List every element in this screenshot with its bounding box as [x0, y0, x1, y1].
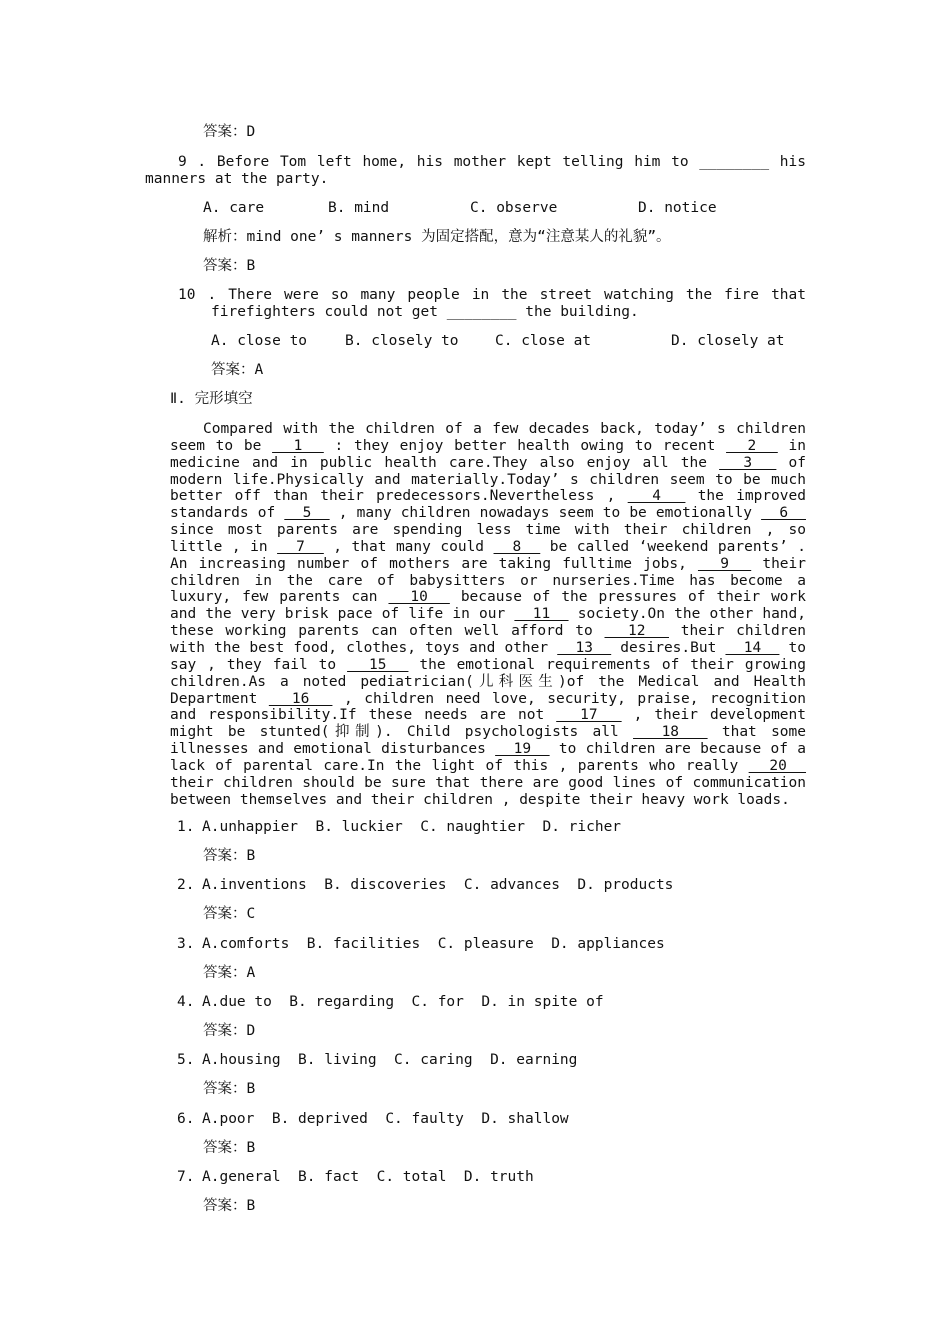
passage-text: their children in the care of babysitters or nurseries.Time has become a luxury, few parents can [170, 555, 806, 606]
passage-text: the improved standards of [170, 488, 806, 522]
q10-answer: 答案：A [211, 362, 264, 378]
blank-15: 15 [347, 656, 409, 673]
question-number: 4. [177, 993, 195, 1010]
blank-7: 7 [277, 538, 324, 555]
passage-text: be called ‘weekend parents’ . An increasing number of mothers are taking fulltime jobs, [170, 538, 807, 572]
blank-16: 16 [268, 690, 333, 707]
question-options: A.inventions B. discoveries C. advances D. products [202, 877, 674, 894]
blank-13: 13 [557, 639, 612, 656]
blank-19: 19 [495, 741, 550, 758]
q9-option-b: B. mind [328, 200, 390, 216]
question-answer: 答案：C [203, 906, 256, 923]
blank-5: 5 [284, 505, 330, 522]
blank-12: 12 [604, 623, 669, 640]
blank-6: 6 [761, 505, 806, 522]
blank-17: 17 [556, 707, 622, 724]
blank-14: 14 [725, 639, 780, 656]
section-title: Ⅱ. 完形填空 [170, 391, 253, 407]
question-number: 5. [177, 1052, 195, 1069]
cloze-passage [170, 421, 806, 808]
question-options: A.poor B. deprived C. faulty D. shallow [202, 1110, 569, 1127]
question-number: 2. [177, 877, 195, 894]
q10-option-c: C. close at [495, 333, 592, 349]
q10-option-b: B. closely to [345, 333, 459, 349]
q10-stem-line2: firefighters could not get ________ the building. [211, 304, 639, 320]
blank-10: 10 [388, 589, 450, 606]
question-answer: 答案：D [203, 1022, 256, 1039]
passage-text: , their development might be stunted(抑制). Child psychologists all [170, 707, 806, 741]
passage-text: society.On the other hand, these working parents can often well afford to [170, 606, 806, 640]
passage-text: : they enjoy better health owing to recent [323, 437, 727, 454]
blank-9: 9 [697, 555, 752, 572]
blank-4: 4 [627, 488, 686, 505]
q10-stem-line1: 10 . There were so many people in the street watching the fire that [178, 287, 806, 303]
question-number: 6. [177, 1110, 195, 1127]
q9-option-d: D. notice [638, 200, 717, 216]
passage-text: of modern life.Physically and materially.Today’ s children seem to be much better off than their predecessors.Nevertheless , [170, 454, 806, 505]
passage-text: their children should be sure that there are good lines of communication between themselves and their children , despite their heavy work loads. [170, 774, 806, 808]
q8-answer: 答案：D [203, 124, 256, 140]
q9-analysis: 解析：mind one’ s manners 为固定搭配，意为“注意某人的礼貌”。 [203, 229, 671, 245]
question-answer: 答案：B [203, 848, 256, 864]
q9-stem-line2: manners at the party. [145, 171, 329, 187]
blank-1: 1 [272, 437, 324, 454]
question-options: A.housing B. living C. caring D. earning [202, 1052, 578, 1069]
blank-20: 20 [748, 757, 807, 774]
passage-text: that some illnesses and emotional disturbances [170, 724, 806, 758]
blank-8: 8 [493, 538, 541, 555]
question-answer: 答案：B [203, 1197, 256, 1214]
q9-stem-line1: 9 . Before Tom left home, his mother kept telling him to ________ his [178, 154, 806, 170]
q9-option-c: C. observe [470, 200, 558, 216]
passage-text: since most parents are spending less time with their children , so little , in [170, 522, 806, 555]
passage-text: Compared with the children of a few decades back, today’ s children seem to be [170, 421, 806, 454]
question-options: A.unhappier B. luckier C. naughtier D. richer [202, 819, 622, 835]
passage-text: to children are because of a lack of parental care.In the light of this , parents who really [170, 741, 806, 774]
blank-11: 11 [514, 606, 569, 623]
q9-option-a: A. care [203, 200, 265, 216]
passage-text: the emotional requirements of their growing children.As a noted pediatrician(儿科医生)of the Medical and Health Department [170, 656, 806, 707]
question-number: 1. [177, 819, 195, 835]
question-answer: 答案：B [203, 1139, 256, 1156]
q10-option-d: D. closely at [671, 333, 785, 349]
blank-3: 3 [719, 454, 777, 471]
q9-answer: 答案：B [203, 258, 256, 274]
q10-option-a: A. close to [211, 333, 308, 349]
passage-text: , that many could [323, 538, 494, 555]
passage-text: , children need love, security, praise, recognition and responsibility.If these needs are not [170, 690, 806, 724]
question-options: A.due to B. regarding C. for D. in spite of [202, 993, 604, 1010]
passage-text: , many children nowadays seem to be emotionally [329, 505, 762, 522]
passage-text: their children with the best food, clothes, toys and other [170, 623, 806, 656]
question-number: 3. [177, 935, 195, 952]
passage-text: to say , they fail to [170, 639, 807, 673]
blank-2: 2 [726, 437, 778, 454]
question-options: A.general B. fact C. total D. truth [202, 1168, 534, 1185]
question-answer: 答案：A [203, 964, 256, 981]
question-answer: 答案：B [203, 1081, 256, 1098]
passage-text: because of the pressures of their work and the very brisk pace of life in our [170, 589, 806, 623]
blank-18: 18 [633, 724, 708, 741]
passage-text: in medicine and in public health care.They also enjoy all the [170, 437, 806, 471]
question-options: A.comforts B. facilities C. pleasure D. appliances [202, 935, 665, 952]
question-number: 7. [177, 1168, 195, 1185]
passage-text: desires.But [611, 639, 726, 656]
